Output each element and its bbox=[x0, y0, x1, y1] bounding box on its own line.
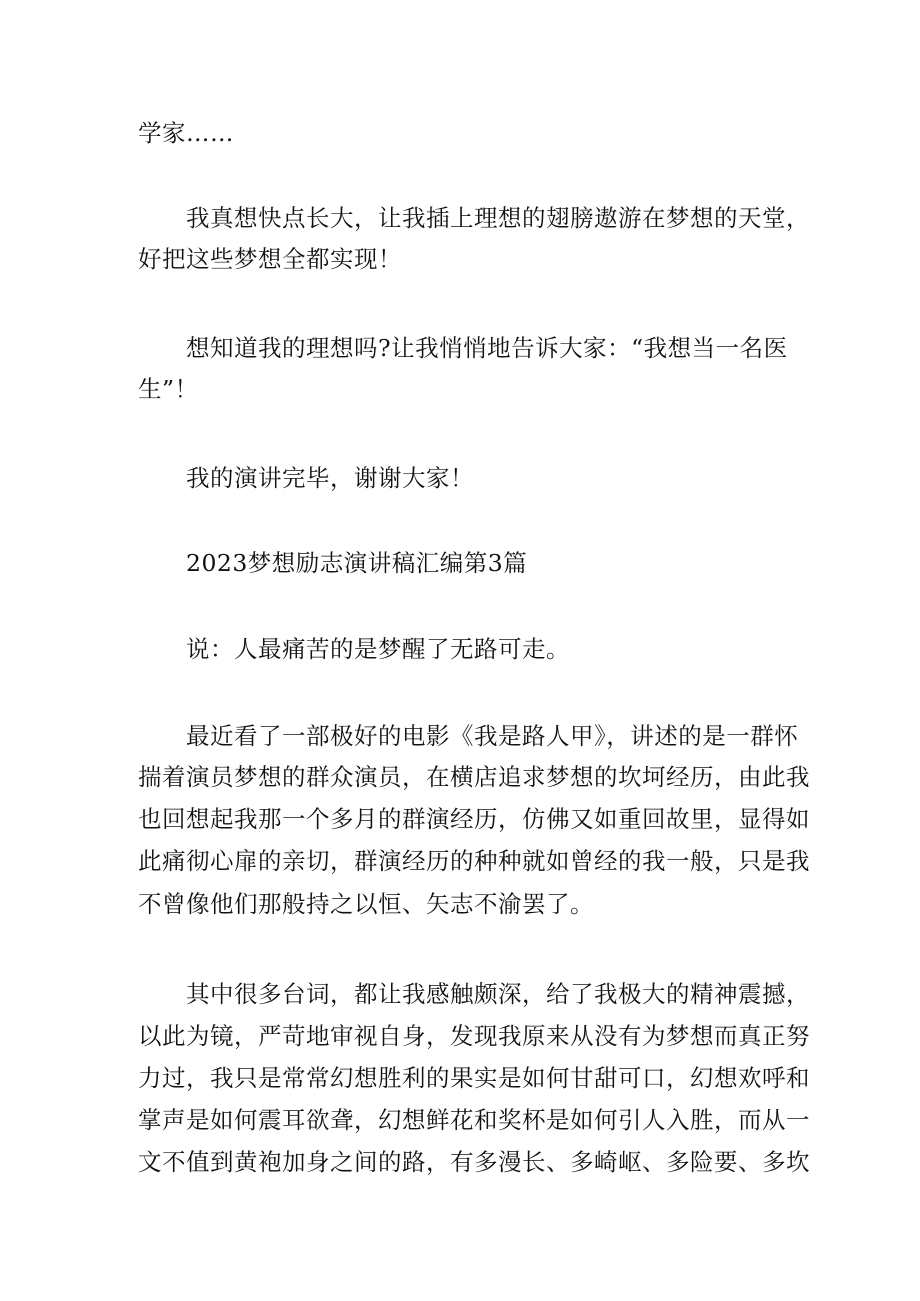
paragraph-7-line-2: 以此为镜，严苛地审视自身，发现我原来从没有为梦想而真正努 bbox=[138, 1022, 810, 1050]
paragraph-7-line-3: 力过，我只是常常幻想胜利的果实是如何甘甜可口，幻想欢呼和 bbox=[138, 1064, 810, 1092]
paragraph-6-line-1: 最近看了一部极好的电影《我是路人甲》，讲述的是一群怀 bbox=[186, 722, 799, 750]
paragraph-7-line-4: 掌声是如何震耳欲聋，幻想鲜花和奖杯是如何引人入胜，而从一 bbox=[138, 1106, 810, 1134]
paragraph-2-line-1: 我真想快点长大，让我插上理想的翅膀遨游在梦想的天堂， bbox=[186, 204, 810, 232]
paragraph-6-line-5: 不曾像他们那般持之以恒、矢志不渝罢了。 bbox=[138, 890, 594, 918]
paragraph-6-line-3: 也回想起我那一个多月的群演经历，仿佛又如重回故里，显得如 bbox=[138, 805, 810, 833]
paragraph-6-line-2: 揣着演员梦想的群众演员，在横店追求梦想的坎坷经历，由此我 bbox=[138, 763, 810, 791]
paragraph-6-line-4: 此痛彻心扉的亲切，群演经历的种种就如曾经的我一般，只是我 bbox=[138, 847, 810, 875]
paragraph-5-line-1: 说：人最痛苦的是梦醒了无路可走。 bbox=[186, 635, 570, 663]
paragraph-2-line-2: 好把这些梦想全都实现！ bbox=[138, 245, 402, 273]
paragraph-3-line-2: 生”！ bbox=[138, 375, 199, 403]
paragraph-4-line-1: 我的演讲完毕，谢谢大家！ bbox=[186, 464, 474, 492]
paragraph-1-line-1: 学家…… bbox=[138, 119, 234, 147]
paragraph-7-line-1: 其中很多台词，都让我感触颇深，给了我极大的精神震撼， bbox=[186, 980, 810, 1008]
paragraph-7-line-5: 文不值到黄袍加身之间的路，有多漫长、多崎岖、多险要、多坎 bbox=[138, 1148, 810, 1176]
paragraph-3-line-1: 想知道我的理想吗?让我悄悄地告诉大家：“我想当一名医 bbox=[186, 334, 788, 362]
section-heading: 2023梦想励志演讲稿汇编第3篇 bbox=[186, 549, 528, 577]
